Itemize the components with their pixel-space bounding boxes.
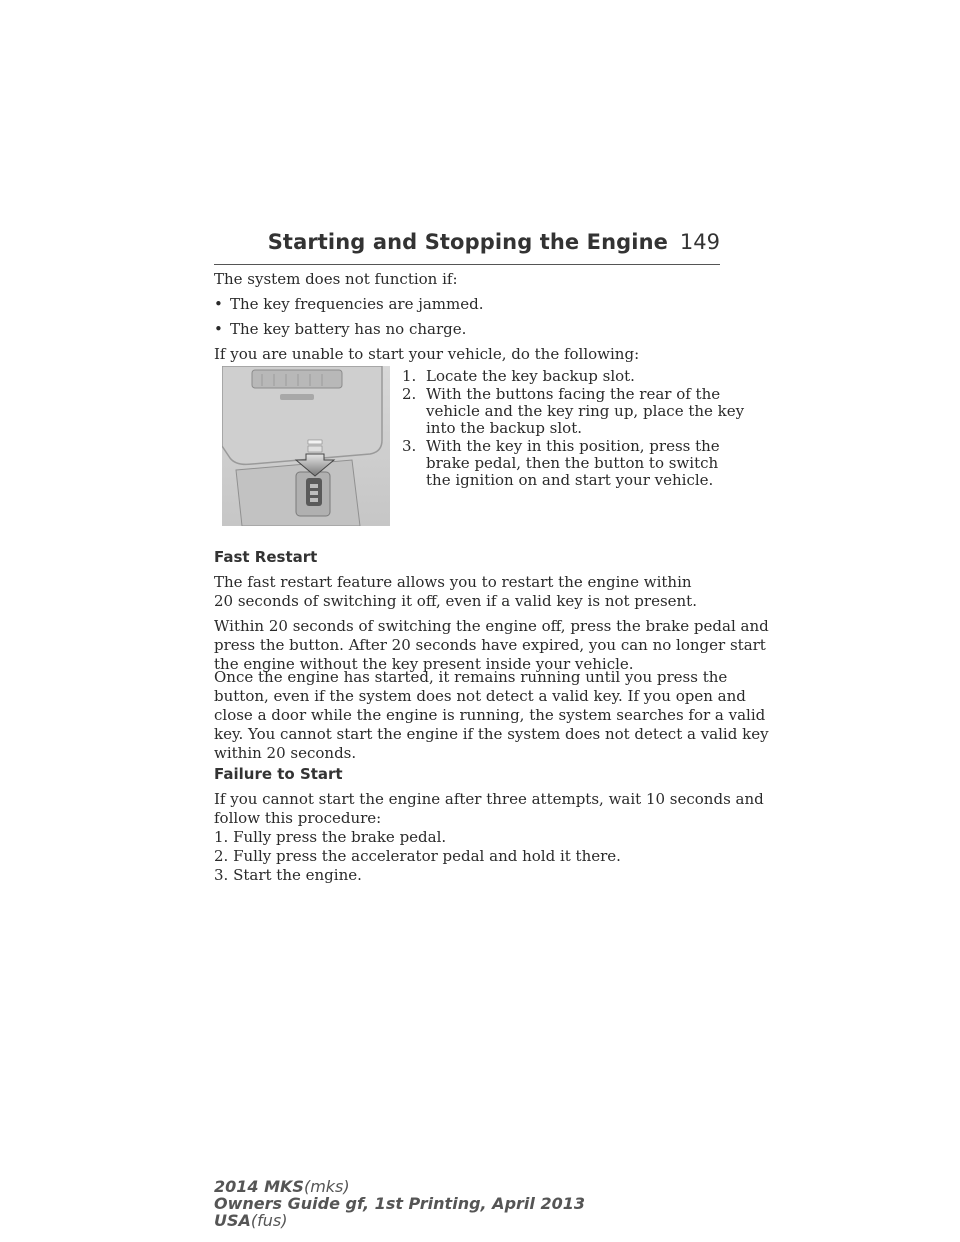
step-2: 2. With the buttons facing the rear of the vehicle and the key ring up, place the key into the backup slot. bbox=[402, 385, 745, 437]
step-3: 3. With the key in this position, press the brake pedal, then the button to switch the ignition on and start your vehicle. bbox=[402, 437, 720, 489]
bullet-item: • The key battery has no charge. bbox=[214, 320, 467, 338]
failure-procedure: If you cannot start the engine after three attempts, wait 10 seconds and follow this procedure: 1. Fully press the brake pedal. 2. Fully press the accelerator pedal and hold it there. 3. Start the engine. bbox=[214, 790, 764, 884]
unable-line: If you are unable to start your vehicle, do the following: bbox=[214, 345, 640, 363]
fast-restart-heading: Fast Restart bbox=[214, 548, 318, 566]
page-footer: 2014 MKS(mks) Owners Guide gf, 1st Printing, April 2013 USA(fus) bbox=[214, 1177, 585, 1230]
section-title: Starting and Stopping the Engine bbox=[267, 230, 668, 254]
fast-restart-p1: The fast restart feature allows you to restart the engine within 20 seconds of switching it off, even if a valid key is not present. bbox=[214, 573, 697, 610]
fast-restart-p2: Within 20 seconds of switching the engine off, press the brake pedal and press the button. After 20 seconds have expired, you can no longer start the engine without the key present inside your vehicle. bbox=[214, 617, 769, 673]
key-backup-slot-illustration bbox=[222, 366, 390, 526]
fast-restart-p3: Once the engine has started, it remains running until you press the button, even if the system does not detect a valid key. If you open and close a door while the engine is running, the system searches for a valid key. You cannot start the engine if the system does not detect a valid key within 20 seconds. bbox=[214, 668, 769, 762]
intro-line: The system does not function if: bbox=[214, 270, 458, 288]
bullet-item: • The key frequencies are jammed. bbox=[214, 295, 484, 313]
failure-heading: Failure to Start bbox=[214, 765, 343, 783]
page-number: 149 bbox=[679, 230, 720, 254]
step-1: 1. Locate the key backup slot. bbox=[402, 367, 635, 385]
page-header bbox=[214, 230, 720, 265]
